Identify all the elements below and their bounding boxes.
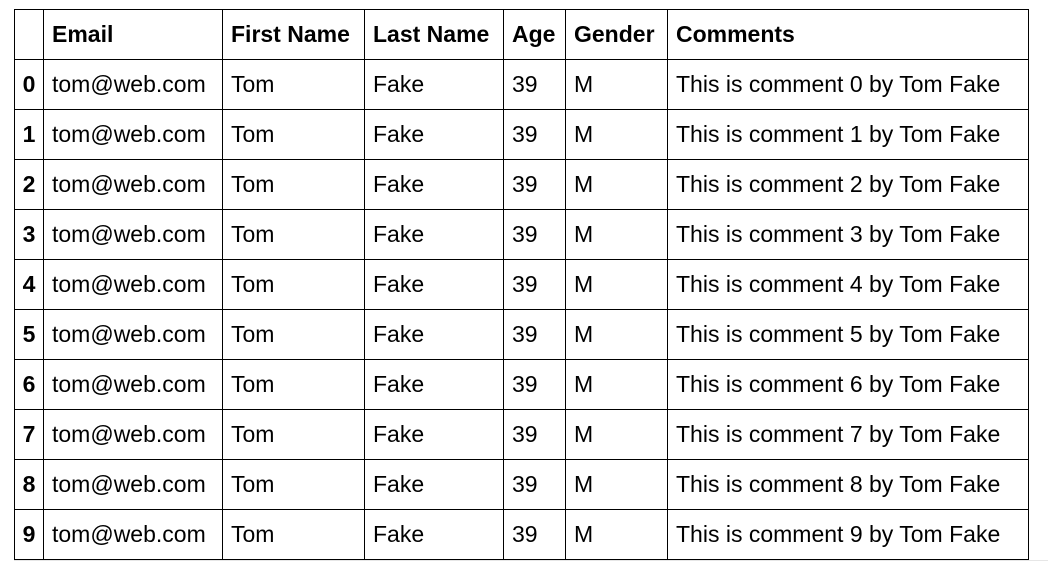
comments-cell: This is comment 8 by Tom Fake [668, 460, 1029, 510]
age-cell: 39 [504, 410, 566, 460]
comments-cell: This is comment 3 by Tom Fake [668, 210, 1029, 260]
email-cell: tom@web.com [44, 110, 223, 160]
table-row [15, 110, 1029, 160]
first-name-cell: Tom [223, 60, 365, 110]
table-row [15, 360, 1029, 410]
table-row [15, 310, 1029, 360]
table-row [15, 460, 1029, 510]
row-index: 6 [15, 360, 44, 410]
gender-cell: M [566, 210, 668, 260]
page-bottom-divider [14, 560, 1048, 561]
row-index: 8 [15, 460, 44, 510]
first-name-cell: Tom [223, 310, 365, 360]
column-header-last-name: Last Name [365, 10, 504, 60]
column-header-comments: Comments [668, 10, 1029, 60]
comments-cell: This is comment 9 by Tom Fake [668, 510, 1029, 560]
email-cell: tom@web.com [44, 210, 223, 260]
age-cell: 39 [504, 210, 566, 260]
table-row [15, 260, 1029, 310]
gender-cell: M [566, 410, 668, 460]
row-index: 9 [15, 510, 44, 560]
age-cell: 39 [504, 310, 566, 360]
gender-cell: M [566, 510, 668, 560]
comments-cell: This is comment 6 by Tom Fake [668, 360, 1029, 410]
first-name-cell: Tom [223, 360, 365, 410]
age-cell: 39 [504, 260, 566, 310]
email-cell: tom@web.com [44, 310, 223, 360]
column-header-age: Age [504, 10, 566, 60]
gender-cell: M [566, 160, 668, 210]
email-cell: tom@web.com [44, 360, 223, 410]
age-cell: 39 [504, 160, 566, 210]
last-name-cell: Fake [365, 110, 504, 160]
row-index: 2 [15, 160, 44, 210]
index-header [15, 10, 44, 60]
last-name-cell: Fake [365, 260, 504, 310]
email-cell: tom@web.com [44, 510, 223, 560]
comments-cell: This is comment 1 by Tom Fake [668, 110, 1029, 160]
comments-cell: This is comment 5 by Tom Fake [668, 310, 1029, 360]
table-row [15, 510, 1029, 560]
row-index: 0 [15, 60, 44, 110]
header-row [15, 10, 1029, 60]
age-cell: 39 [504, 110, 566, 160]
email-cell: tom@web.com [44, 460, 223, 510]
comments-cell: This is comment 2 by Tom Fake [668, 160, 1029, 210]
last-name-cell: Fake [365, 160, 504, 210]
table-row [15, 60, 1029, 110]
gender-cell: M [566, 360, 668, 410]
age-cell: 39 [504, 460, 566, 510]
row-index: 4 [15, 260, 44, 310]
first-name-cell: Tom [223, 460, 365, 510]
email-cell: tom@web.com [44, 60, 223, 110]
last-name-cell: Fake [365, 210, 504, 260]
first-name-cell: Tom [223, 110, 365, 160]
gender-cell: M [566, 260, 668, 310]
gender-cell: M [566, 460, 668, 510]
gender-cell: M [566, 110, 668, 160]
row-index: 3 [15, 210, 44, 260]
table-row [15, 160, 1029, 210]
last-name-cell: Fake [365, 360, 504, 410]
first-name-cell: Tom [223, 260, 365, 310]
column-header-first-name: First Name [223, 10, 365, 60]
column-header-gender: Gender [566, 10, 668, 60]
age-cell: 39 [504, 510, 566, 560]
comments-cell: This is comment 7 by Tom Fake [668, 410, 1029, 460]
last-name-cell: Fake [365, 310, 504, 360]
comments-cell: This is comment 4 by Tom Fake [668, 260, 1029, 310]
email-cell: tom@web.com [44, 260, 223, 310]
last-name-cell: Fake [365, 510, 504, 560]
last-name-cell: Fake [365, 410, 504, 460]
gender-cell: M [566, 60, 668, 110]
email-cell: tom@web.com [44, 160, 223, 210]
last-name-cell: Fake [365, 60, 504, 110]
first-name-cell: Tom [223, 210, 365, 260]
row-index: 5 [15, 310, 44, 360]
first-name-cell: Tom [223, 160, 365, 210]
first-name-cell: Tom [223, 410, 365, 460]
comments-cell: This is comment 0 by Tom Fake [668, 60, 1029, 110]
row-index: 7 [15, 410, 44, 460]
age-cell: 39 [504, 360, 566, 410]
email-cell: tom@web.com [44, 410, 223, 460]
last-name-cell: Fake [365, 460, 504, 510]
first-name-cell: Tom [223, 510, 365, 560]
table-row [15, 210, 1029, 260]
column-header-email: Email [44, 10, 223, 60]
table-row [15, 410, 1029, 460]
gender-cell: M [566, 310, 668, 360]
data-table [14, 9, 1029, 560]
age-cell: 39 [504, 60, 566, 110]
row-index: 1 [15, 110, 44, 160]
